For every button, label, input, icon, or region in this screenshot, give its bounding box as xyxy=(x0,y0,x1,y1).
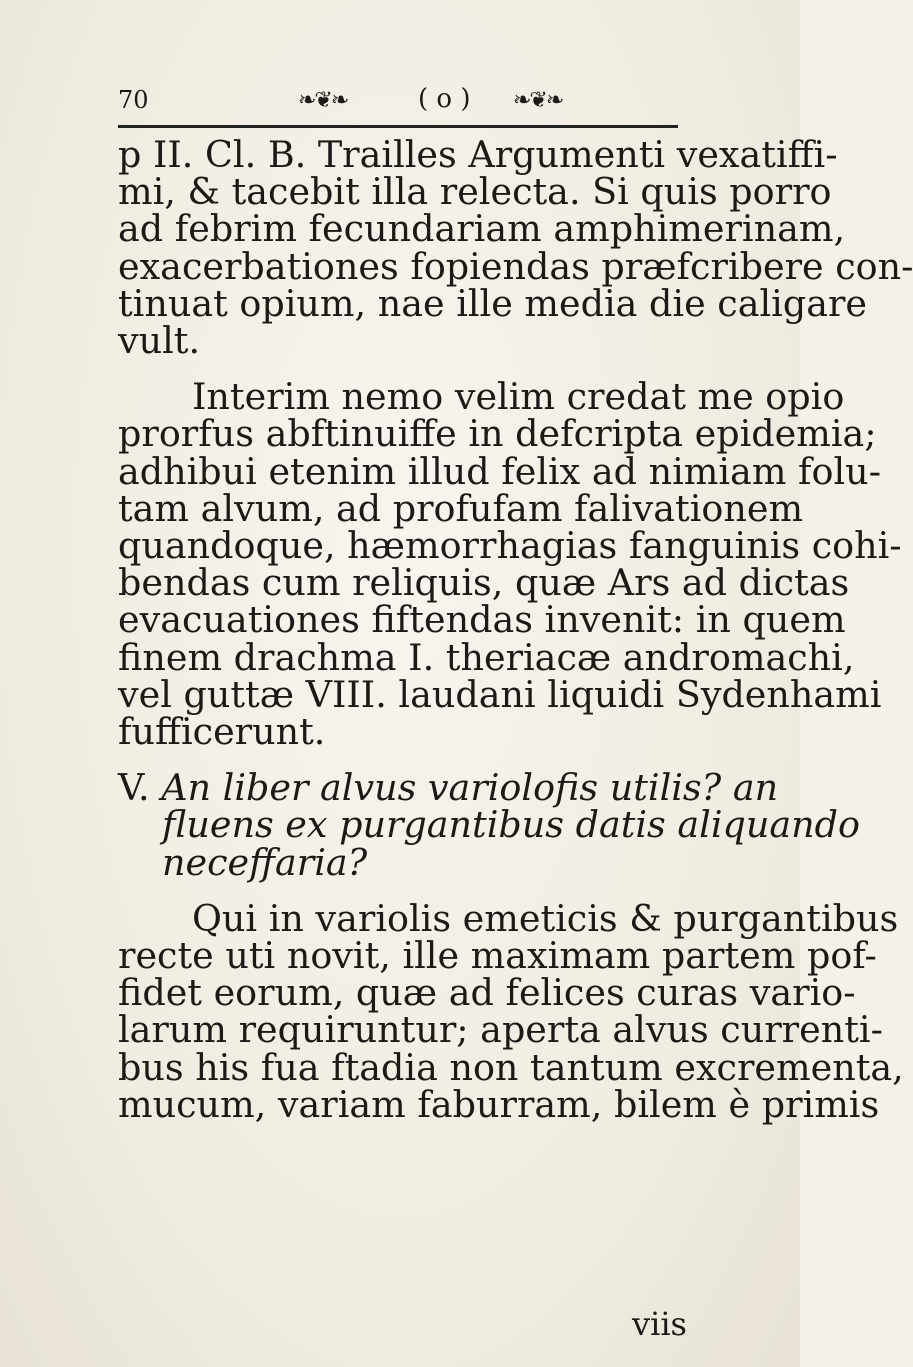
text-line: recte uti novit, ille maximam partem pof- xyxy=(118,934,877,978)
text-line: evacuationes fiftendas invenit: in quem xyxy=(118,598,846,642)
signature-mark: ( o ) xyxy=(418,84,471,114)
ornament-left-icon: ❧❦❧ xyxy=(298,88,348,113)
text-line: fidet eorum, quæ ad felices curas vario- xyxy=(118,971,856,1015)
text-line: ad febrim fecundariam amphimerinam, xyxy=(118,207,846,251)
text-line: Qui in variolis emeticis & purgantibus xyxy=(192,896,899,940)
running-header xyxy=(118,80,678,120)
question-heading xyxy=(118,766,800,810)
page-number: 70 xyxy=(118,86,149,114)
question-text: An liber alvus variolofis utilis? an xyxy=(161,766,779,810)
text-line: fufficerunt. xyxy=(118,710,326,754)
text-line: tam alvum, ad profufam falivationem xyxy=(118,486,804,530)
question-line: fluens ex purgantibus datis aliquando xyxy=(162,803,860,847)
text-line: mucum, variam faburram, bilem è primis xyxy=(118,1082,880,1126)
text-line: prorfus abftinuiffe in defcripta epidemia; xyxy=(118,412,877,456)
question-line: neceffaria? xyxy=(162,840,368,884)
text-line: tinuat opium, nae ille media die caligare xyxy=(118,281,867,325)
ornament-right-icon: ❧❦❧ xyxy=(513,88,563,113)
text-line: larum requiruntur; aperta alvus currenti- xyxy=(118,1008,883,1052)
text-line: mi, & tacebit illa relecta. Si quis porro xyxy=(118,170,832,214)
text-line: Interim nemo velim credat me opio xyxy=(192,375,845,419)
body-text xyxy=(118,133,913,1126)
text-line: finem drachma I. theriacæ andromachi, xyxy=(118,635,855,679)
catchword: viis xyxy=(632,1305,687,1343)
header-rule xyxy=(118,125,678,128)
text-line: vel guttæ VIII. laudani liquidi Sydenhami xyxy=(118,672,882,716)
text-line: bendas cum reliquis, quæ Ars ad dictas xyxy=(118,561,850,605)
text-line: adhibui etenim illud felix ad nimiam folu- xyxy=(118,449,882,493)
text-line: p II. Cl. B. Trailles Argumenti vexatiffi- xyxy=(118,133,838,176)
text-line: bus his fua ftadia non tantum excrementa, xyxy=(118,1045,904,1089)
text-line: vult. xyxy=(118,319,201,363)
text-line: quandoque, hæmorrhagias fanguinis cohi- xyxy=(118,524,902,568)
question-number: V. xyxy=(118,766,150,810)
text-line: exacerbationes fopiendas præfcribere con- xyxy=(118,244,913,288)
